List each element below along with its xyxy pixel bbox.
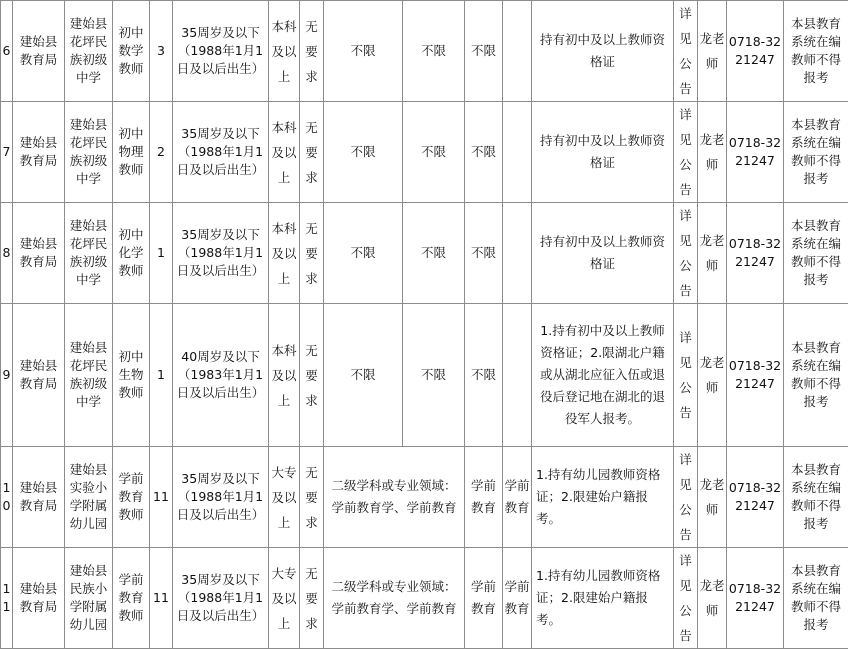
cell-count: 11 (150, 548, 173, 649)
cell-notice: 详见公告 (674, 304, 698, 447)
table-row (1, 304, 848, 447)
cell-major-4 (503, 203, 532, 304)
cell-school: 建始县花坪民族初级中学 (65, 304, 113, 447)
cell-school: 建始县花坪民族初级中学 (65, 203, 113, 304)
cell-education: 大专及以上 (269, 548, 300, 649)
cell-remark: 本县教育系统在编教师不得报考 (784, 102, 848, 203)
cell-school: 建始县实验小学附属幼儿园 (65, 447, 113, 548)
cell-post: 学前教育教师 (113, 548, 150, 649)
cell-contact: 龙老师 (698, 548, 727, 649)
cell-phone: 0718-3221247 (727, 203, 784, 304)
table-row (1, 102, 848, 203)
cell-contact: 龙老师 (698, 304, 727, 447)
cell-dept: 建始县教育局 (13, 548, 65, 649)
cell-count: 2 (150, 102, 173, 203)
cell-major-4: 学前教育 (503, 447, 532, 548)
cell-post: 初中物理教师 (113, 102, 150, 203)
cell-major-4 (503, 102, 532, 203)
cell-count: 1 (150, 203, 173, 304)
cell-notice: 详见公告 (674, 548, 698, 649)
cell-phone: 0718-3221247 (727, 548, 784, 649)
cell-no: 8 (1, 203, 13, 304)
cell-age: 35周岁及以下（1988年1月1日及以后出生） (173, 447, 269, 548)
cell-major-3: 学前教育 (465, 447, 503, 548)
table-row (1, 1, 848, 102)
cell-major-4 (503, 1, 532, 102)
cell-notice: 详见公告 (674, 102, 698, 203)
cell-dept: 建始县教育局 (13, 1, 65, 102)
cell-remark: 本县教育系统在编教师不得报考 (784, 304, 848, 447)
cell-education: 本科及以上 (269, 304, 300, 447)
cell-school: 建始县民族小学附属幼儿园 (65, 548, 113, 649)
cell-notice: 详见公告 (674, 1, 698, 102)
cell-phone: 0718-3221247 (727, 102, 784, 203)
cell-count: 11 (150, 447, 173, 548)
cell-degree: 无要求 (300, 447, 324, 548)
cell-school: 建始县花坪民族初级中学 (65, 102, 113, 203)
cell-major-1: 二级学科或专业领域：学前教育学、学前教育 (324, 447, 465, 548)
cell-post: 初中化学教师 (113, 203, 150, 304)
cell-education: 大专及以上 (269, 447, 300, 548)
cell-other-requirements: 持有初中及以上教师资格证 (532, 102, 674, 203)
cell-no: 9 (1, 304, 13, 447)
cell-major-3: 不限 (465, 304, 503, 447)
cell-dept: 建始县教育局 (13, 304, 65, 447)
cell-major-2: 不限 (403, 102, 465, 203)
cell-phone: 0718-3221247 (727, 447, 784, 548)
cell-major-4: 学前教育 (503, 548, 532, 649)
cell-remark: 本县教育系统在编教师不得报考 (784, 203, 848, 304)
cell-school: 建始县花坪民族初级中学 (65, 1, 113, 102)
cell-degree: 无要求 (300, 304, 324, 447)
cell-other-requirements: 1.持有初中及以上教师资格证；2.限湖北户籍或从湖北应征入伍或退役后登记地在湖北的退役军人报考。 (532, 304, 674, 447)
cell-remark: 本县教育系统在编教师不得报考 (784, 447, 848, 548)
cell-major-1: 不限 (324, 1, 403, 102)
cell-post: 初中生物教师 (113, 304, 150, 447)
cell-major-4 (503, 304, 532, 447)
cell-education: 本科及以上 (269, 102, 300, 203)
cell-major-3: 不限 (465, 1, 503, 102)
cell-major-3: 学前教育 (465, 548, 503, 649)
cell-major-1: 不限 (324, 304, 403, 447)
cell-major-1: 不限 (324, 203, 403, 304)
cell-degree: 无要求 (300, 102, 324, 203)
cell-major-1: 二级学科或专业领域：学前教育学、学前教育 (324, 548, 465, 649)
cell-remark: 本县教育系统在编教师不得报考 (784, 1, 848, 102)
table-row (1, 447, 848, 548)
cell-no: 6 (1, 1, 13, 102)
cell-no: 7 (1, 102, 13, 203)
cell-education: 本科及以上 (269, 203, 300, 304)
cell-age: 35周岁及以下（1988年1月1日及以后出生） (173, 203, 269, 304)
cell-age: 35周岁及以下（1988年1月1日及以后出生） (173, 1, 269, 102)
cell-remark: 本县教育系统在编教师不得报考 (784, 548, 848, 649)
cell-education: 本科及以上 (269, 1, 300, 102)
cell-phone: 0718-3221247 (727, 304, 784, 447)
cell-major-2: 不限 (403, 304, 465, 447)
cell-other-requirements: 1.持有幼儿园教师资格证；2.限建始户籍报考。 (532, 447, 674, 548)
cell-other-requirements: 持有初中及以上教师资格证 (532, 203, 674, 304)
cell-degree: 无要求 (300, 548, 324, 649)
cell-notice: 详见公告 (674, 203, 698, 304)
cell-no: 11 (1, 548, 13, 649)
table-row (1, 548, 848, 649)
cell-dept: 建始县教育局 (13, 447, 65, 548)
cell-other-requirements: 持有初中及以上教师资格证 (532, 1, 674, 102)
cell-no: 10 (1, 447, 13, 548)
table-row (1, 203, 848, 304)
cell-major-1: 不限 (324, 102, 403, 203)
cell-degree: 无要求 (300, 203, 324, 304)
cell-age: 35周岁及以下（1988年1月1日及以后出生） (173, 102, 269, 203)
cell-major-3: 不限 (465, 102, 503, 203)
cell-major-3: 不限 (465, 203, 503, 304)
cell-age: 40周岁及以下（1983年1月1日及以后出生） (173, 304, 269, 447)
cell-contact: 龙老师 (698, 447, 727, 548)
cell-notice: 详见公告 (674, 447, 698, 548)
cell-count: 3 (150, 1, 173, 102)
cell-count: 1 (150, 304, 173, 447)
cell-major-2: 不限 (403, 1, 465, 102)
cell-contact: 龙老师 (698, 102, 727, 203)
cell-other-requirements: 1.持有幼儿园教师资格证；2.限建始户籍报考。 (532, 548, 674, 649)
cell-dept: 建始县教育局 (13, 102, 65, 203)
cell-degree: 无要求 (300, 1, 324, 102)
cell-age: 35周岁及以下（1988年1月1日及以后出生） (173, 548, 269, 649)
cell-post: 初中数学教师 (113, 1, 150, 102)
cell-post: 学前教育教师 (113, 447, 150, 548)
cell-dept: 建始县教育局 (13, 203, 65, 304)
cell-contact: 龙老师 (698, 1, 727, 102)
cell-phone: 0718-3221247 (727, 1, 784, 102)
cell-major-2: 不限 (403, 203, 465, 304)
cell-contact: 龙老师 (698, 203, 727, 304)
